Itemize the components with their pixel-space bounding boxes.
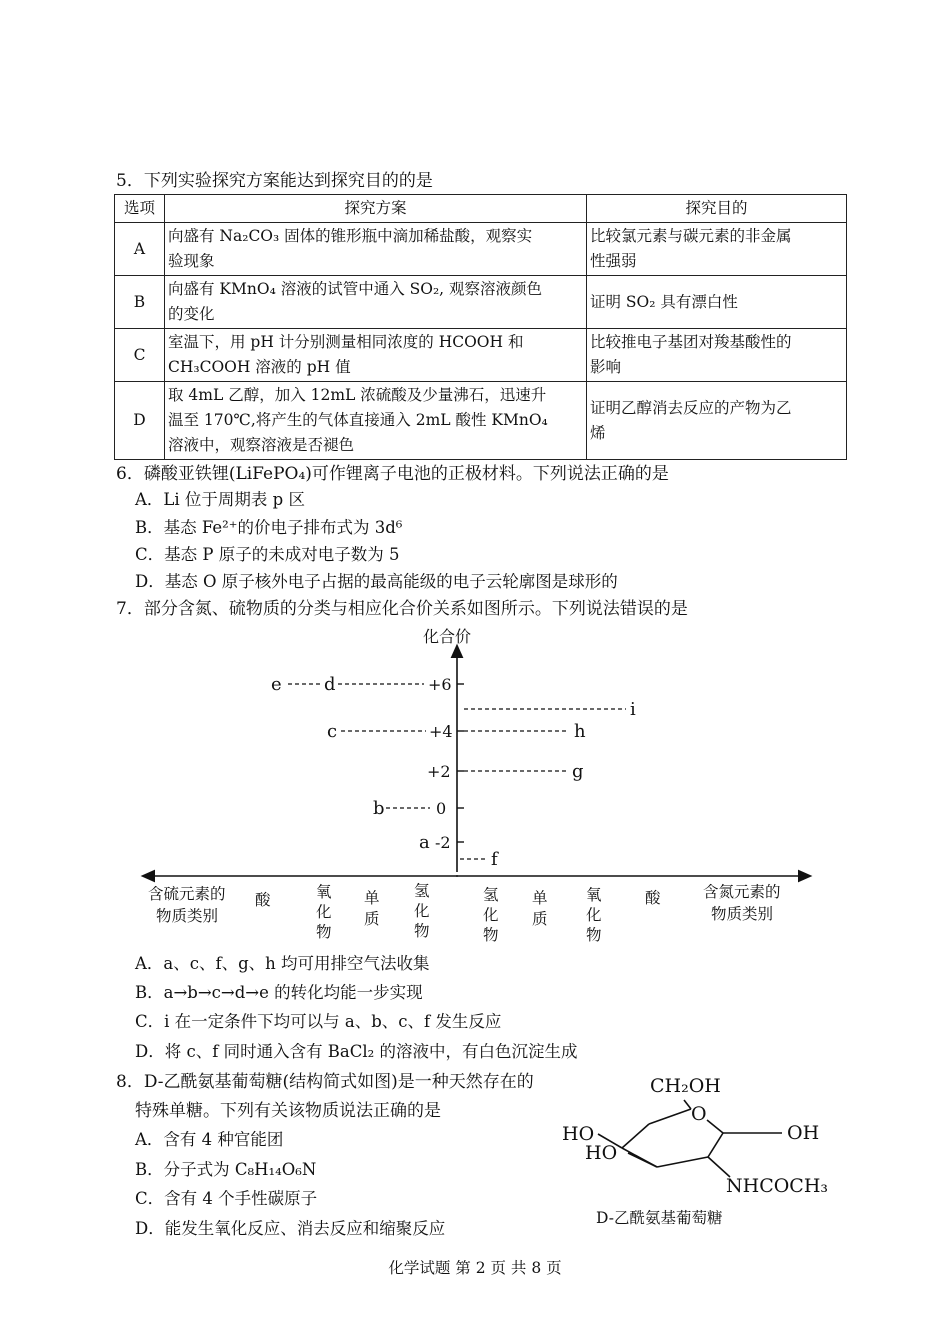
header-option: 选项 [115, 195, 165, 223]
q7-option-b: B．a→b→c→d→e 的转化均能一步实现 [135, 983, 423, 1002]
label-ho: HO [585, 1142, 618, 1164]
category-label: 单质 [532, 889, 548, 928]
row-option: A [115, 223, 165, 276]
category-label: 酸 [645, 889, 661, 907]
table-row [115, 329, 847, 382]
table-row [115, 276, 847, 329]
category-label: 单质 [364, 889, 380, 928]
point-d: d [324, 674, 336, 695]
q5-table [114, 194, 847, 460]
q8-stem: 8．D-乙酰氨基葡萄糖(结构简式如图)是一种天然存在的 [116, 1072, 534, 1092]
q6-option-b: B．基态 Fe²⁺的价电子排布式为 3d⁶ [135, 518, 403, 537]
q5-stem: 5．下列实验探究方案能达到探究目的的是 [116, 171, 433, 191]
row-goal: 证明乙醇消去反应的产物为乙 烯 [587, 382, 847, 460]
q8-option-d: D．能发生氧化反应、消去反应和缩聚反应 [135, 1219, 446, 1238]
q8-stem: 特殊单糖。下列有关该物质说法正确的是 [135, 1101, 441, 1121]
point-g: g [572, 761, 584, 782]
q7-stem: 7．部分含氮、硫物质的分类与相应化合价关系如图所示。下列说法错误的是 [116, 599, 688, 619]
row-option: C [115, 329, 165, 382]
q6-option-a: A．Li 位于周期表 p 区 [135, 490, 305, 509]
q7-option-d: D．将 c、f 同时通入含有 BaCl₂ 的溶液中，有白色沉淀生成 [135, 1042, 578, 1061]
point-f: f [491, 849, 498, 870]
point-b: b [373, 798, 385, 819]
y-axis-title: 化合价 [423, 627, 472, 646]
right-axis-title: 物质类别 [711, 905, 774, 923]
q6-option-c: C．基态 P 原子的未成对电子数为 5 [135, 545, 400, 564]
structure-caption: D-乙酰氨基葡萄糖 [596, 1209, 723, 1227]
left-axis-title: 含硫元素的 [148, 885, 226, 903]
q8-option-c: C．含有 4 个手性碳原子 [135, 1189, 318, 1208]
category-label: 氧化物 [316, 883, 332, 941]
tick-label: 0 [436, 799, 447, 818]
valence-diagram [0, 620, 950, 950]
right-axis-title: 含氮元素的 [703, 883, 781, 901]
q6-stem: 6．磷酸亚铁锂(LiFePO₄)可作锂离子电池的正极材料。下列说法正确的是 [116, 464, 669, 484]
tick-label: -2 [435, 833, 451, 852]
q6-option-d: D．基态 O 原子核外电子占据的最高能级的电子云轮廓图是球形的 [135, 572, 618, 591]
row-plan: 向盛有 KMnO₄ 溶液的试管中通入 SO₂, 观察溶液颜色 的变化 [165, 276, 587, 329]
label-ring-o: O [691, 1103, 707, 1125]
label-ch2oh: CH₂OH [650, 1075, 721, 1097]
point-i: i [630, 699, 636, 720]
left-axis-title: 物质类别 [156, 907, 219, 925]
category-label: 酸 [255, 891, 271, 909]
row-goal: 比较氯元素与碳元素的非金属 性强弱 [587, 223, 847, 276]
row-goal: 证明 SO₂ 具有漂白性 [587, 276, 847, 329]
header-plan: 探究方案 [165, 195, 587, 223]
label-oh: OH [787, 1122, 820, 1144]
tick-label: +4 [429, 722, 453, 741]
row-goal: 比较推电子基团对羧基酸性的 影响 [587, 329, 847, 382]
row-option: B [115, 276, 165, 329]
q8-option-a: A．含有 4 种官能团 [135, 1130, 284, 1149]
structure-diagram [550, 1065, 850, 1235]
q7-option-c: C．i 在一定条件下均可以与 a、b、c、f 发生反应 [135, 1012, 502, 1031]
row-plan: 室温下，用 pH 计分别测量相同浓度的 HCOOH 和 CH₃COOH 溶液的 pH 值 [165, 329, 587, 382]
tick-label: +6 [428, 675, 452, 694]
table-row [115, 382, 847, 460]
q7-option-a: A．a、c、f、g、h 均可用排空气法收集 [135, 954, 430, 973]
row-plan: 向盛有 Na₂CO₃ 固体的锥形瓶中滴加稀盐酸，观察实 验现象 [165, 223, 587, 276]
category-label: 氢化物 [414, 882, 430, 940]
row-plan: 取 4mL 乙醇，加入 12mL 浓硫酸及少量沸石，迅速升 温至 170℃,将产生的气体直接通入 2mL 酸性 KMnO₄ 溶液中，观察溶液是否褪色 [165, 382, 587, 460]
point-c: c [327, 721, 338, 742]
page-footer: 化学试题 第 2 页 共 8 页 [388, 1259, 562, 1277]
row-option: D [115, 382, 165, 460]
tick-label: +2 [427, 762, 451, 781]
category-label: 氢化物 [483, 886, 499, 944]
table-row [115, 223, 847, 276]
label-nhcoch3: NHCOCH₃ [726, 1175, 829, 1197]
header-goal: 探究目的 [587, 195, 847, 223]
category-label: 氧化物 [586, 886, 602, 944]
point-h: h [574, 721, 586, 742]
point-a: a [419, 832, 430, 853]
point-e: e [271, 674, 282, 695]
label-ho: HO [562, 1123, 595, 1145]
q8-option-b: B．分子式为 C₈H₁₄O₆N [135, 1160, 317, 1179]
